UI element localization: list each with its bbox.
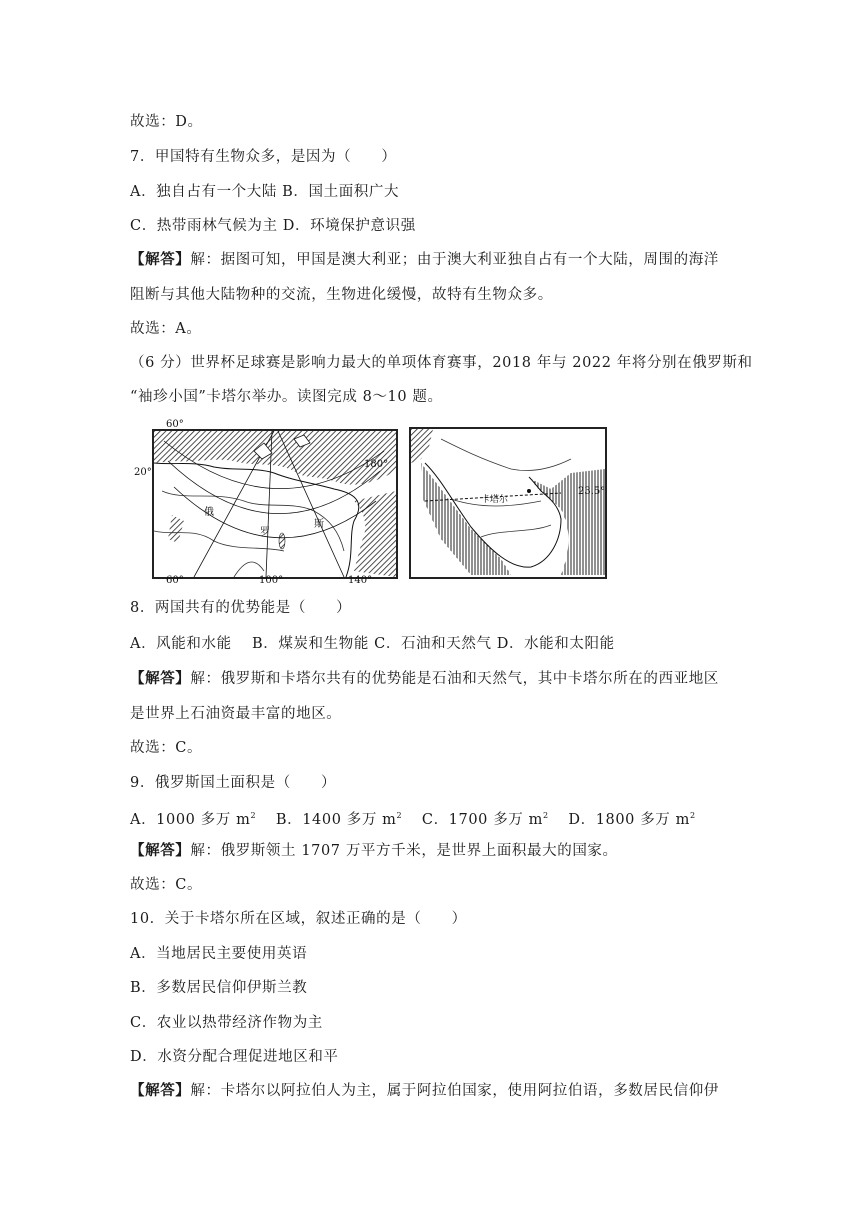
label-qatar: 卡塔尔 — [481, 495, 509, 505]
lon-180-label: 180° — [364, 459, 389, 470]
q9-select: 故选：C。 — [130, 877, 203, 893]
q9-option-a: A．1000 多万 m — [130, 812, 251, 828]
q9-sup: 2 — [396, 811, 402, 820]
answer-tag: 【解答】 — [130, 1082, 191, 1099]
q10-option-b: B．多数居民信仰伊斯兰教 — [130, 980, 308, 996]
q8-options: A．风能和水能 B．煤炭和生物能 C．石油和天然气 D．水能和太阳能 — [130, 636, 615, 652]
lon-140-label: 140° — [348, 575, 373, 586]
q10-option-a: A．当地居民主要使用英语 — [130, 946, 308, 962]
label-si: 斯 — [314, 519, 324, 530]
q9-options — [130, 806, 695, 830]
q8-answer-1 — [130, 669, 719, 689]
question-10: 10．关于卡塔尔所在区域，叙述正确的是（ ） — [130, 911, 467, 927]
lon-60-label: 60° — [166, 575, 184, 586]
answer-select-prev: 故选：D。 — [130, 114, 203, 130]
q10-option-c: C．农业以热带经济作物为主 — [130, 1015, 323, 1031]
q9-sup: 2 — [250, 811, 256, 820]
answer-text: 解：俄罗斯和卡塔尔共有的优势能是石油和天然气，其中卡塔尔所在的西亚地区 — [190, 671, 719, 687]
answer-tag: 【解答】 — [130, 251, 191, 268]
lon-100-label: 100° — [259, 575, 284, 586]
lat-20-label: 20° — [134, 467, 152, 478]
q7-answer-2: 阻断与其他大陆物种的交流，生物进化缓慢，故特有生物众多。 — [130, 287, 553, 303]
answer-text: 解：卡塔尔以阿拉伯人为主，属于阿拉伯国家，使用阿拉伯语，多数居民信仰伊 — [190, 1083, 719, 1099]
q9-option-c: C．1700 多万 m — [421, 812, 543, 828]
q8-answer-2: 是世界上石油资最丰富的地区。 — [130, 706, 342, 722]
tropic-label: 23.5° — [578, 486, 606, 497]
q8-select: 故选：C。 — [130, 740, 203, 756]
q10-answer-1 — [130, 1081, 719, 1101]
qatar-map — [409, 427, 607, 579]
answer-tag: 【解答】 — [130, 842, 191, 859]
intro-line-1: （6 分）世界杯足球赛是影响力最大的单项体育赛事，2018 年与 2022 年将分别在俄罗斯和 — [130, 355, 753, 371]
q9-sup: 2 — [689, 811, 696, 820]
question-8: 8．两国共有的优势能是（ ） — [130, 600, 352, 616]
answer-text: 解：俄罗斯领土 1707 万平方千米，是世界上面积最大的国家。 — [190, 843, 618, 859]
q7-options-cd: C．热带雨林气候为主 D．环境保护意识强 — [130, 218, 416, 234]
question-7: 7．甲国特有生物众多，是因为（ ） — [130, 149, 397, 165]
q7-select: 故选：A。 — [130, 321, 202, 337]
q7-options-ab: A．独自占有一个大陆 B．国土面积广大 — [130, 184, 400, 200]
label-e: 俄 — [204, 507, 214, 518]
russia-map-drawing — [154, 431, 396, 577]
q9-option-b: B．1400 多万 m — [275, 812, 397, 828]
question-9: 9．俄罗斯国土面积是（ ） — [130, 775, 337, 791]
label-luo: 罗 — [260, 527, 270, 538]
q10-option-d: D．水资分配合理促进地区和平 — [130, 1049, 339, 1065]
q9-sup: 2 — [542, 811, 549, 820]
lat-60-label: 60° — [166, 419, 184, 430]
intro-line-2: “袖珍小国”卡塔尔举办。读图完成 8～10 题。 — [130, 389, 443, 405]
q9-answer-1 — [130, 841, 618, 861]
q7-answer-1 — [130, 250, 719, 270]
q9-option-d: D．1800 多万 m — [568, 812, 690, 828]
answer-tag: 【解答】 — [130, 670, 191, 687]
russia-map — [152, 429, 398, 579]
answer-text: 解：据图可知，甲国是澳大利亚；由于澳大利亚独自占有一个大陆，周围的海洋 — [190, 252, 719, 268]
